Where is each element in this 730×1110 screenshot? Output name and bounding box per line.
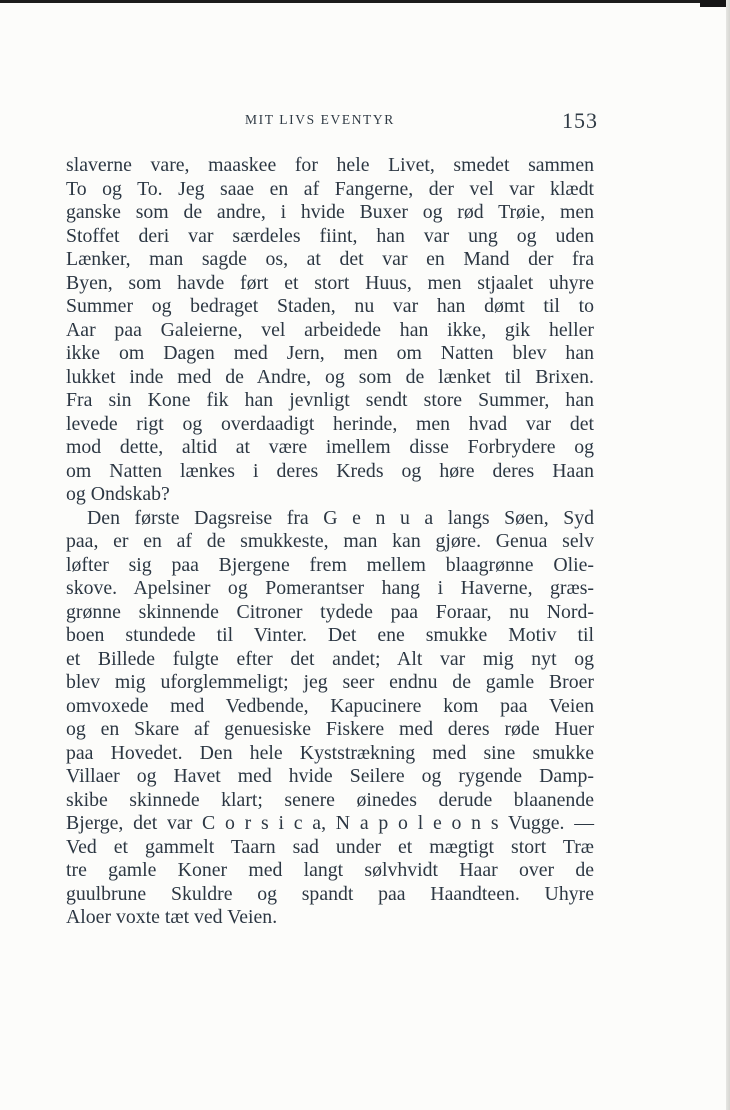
text-line: Fra sin Kone fik han jevnligt sendt store Summer, han <box>66 389 594 411</box>
text-line: mod dette, altid at være imellem disse Forbrydere og <box>66 436 594 458</box>
running-head <box>0 108 730 138</box>
body-text <box>66 154 594 930</box>
text-line: guulbrune Skuldre og spandt paa Haandteen. Uhyre <box>66 882 594 905</box>
text-line: Byen, som havde ført et stort Huus, men stjaalet uhyre <box>66 271 594 294</box>
text-line: Bjerge, det var C o r s i c a, N a p o l e o n s Vugge. — <box>66 812 594 834</box>
text-line: og en Skare af genuesiske Fiskere med deres røde Huer <box>66 718 594 740</box>
text-line: boen stundede til Vinter. Det ene smukke Motiv til <box>66 624 594 646</box>
text-line: lukket inde med de Andre, og som de lænket til Brixen. <box>66 365 594 388</box>
text-line: grønne skinnende Citroner tydede paa Foraar, nu Nord- <box>66 600 594 623</box>
text-line: Aloer voxte tæt ved Veien. <box>66 906 278 928</box>
text-line: Ved et gammelt Taarn sad under et mægtigt stort Træ <box>66 835 594 858</box>
top-edge-rule <box>0 0 700 3</box>
text-line: ganske som de andre, i hvide Buxer og rød Trøie, men <box>66 201 594 223</box>
page-edge-shadow <box>726 0 730 1110</box>
text-line: Stoffet deri var særdeles fiint, han var ung og uden <box>66 224 594 247</box>
text-line: tre gamle Koner med langt sølvhvidt Haar over de <box>66 859 594 881</box>
text-line: løfter sig paa Bjergene frem mellem blaagrønne Olie- <box>66 553 594 576</box>
text-line: Summer og bedraget Staden, nu var han dømt til to <box>66 295 594 317</box>
text-line: blev mig uforglemmeligt; jeg seer endnu de gamle Broer <box>66 671 594 693</box>
page-number: 153 <box>562 108 598 133</box>
text-line: Den første Dagsreise fra G e n u a langs Søen, Syd <box>87 506 594 529</box>
text-line: paa Hovedet. Den hele Kyststrækning med sine smukke <box>66 741 594 764</box>
text-line: Villaer og Havet med hvide Seilere og rygende Damp- <box>66 765 594 787</box>
text-line: levede rigt og overdaadigt herinde, men hvad var det <box>66 412 594 435</box>
text-line: om Natten lænkes i deres Kreds og høre deres Haan <box>66 459 594 482</box>
text-line: og Ondskab? <box>66 483 170 505</box>
text-line: skibe skinnede klart; senere øinedes derude blaanende <box>66 788 594 811</box>
text-line: Lænker, man sagde os, at det var en Mand der fra <box>66 248 594 270</box>
text-line: Aar paa Galeierne, vel arbeidede han ikke, gik heller <box>66 318 594 341</box>
text-line: skove. Apelsiner og Pomerantser hang i Haverne, græs- <box>66 577 594 599</box>
text-line: omvoxede med Vedbende, Kapucinere kom paa Veien <box>66 694 594 717</box>
text-line: et Billede fulgte efter det andet; Alt var mig nyt og <box>66 647 594 670</box>
text-line: paa, er en af de smukkeste, man kan gjøre. Genua selv <box>66 530 594 552</box>
text-line: To og To. Jeg saae en af Fangerne, der vel var klædt <box>66 177 594 200</box>
running-title: MIT LIVS EVENTYR <box>245 112 395 127</box>
text-line: slaverne vare, maaskee for hele Livet, smedet sammen <box>66 154 594 176</box>
text-line: ikke om Dagen med Jern, men om Natten blev han <box>66 342 594 364</box>
